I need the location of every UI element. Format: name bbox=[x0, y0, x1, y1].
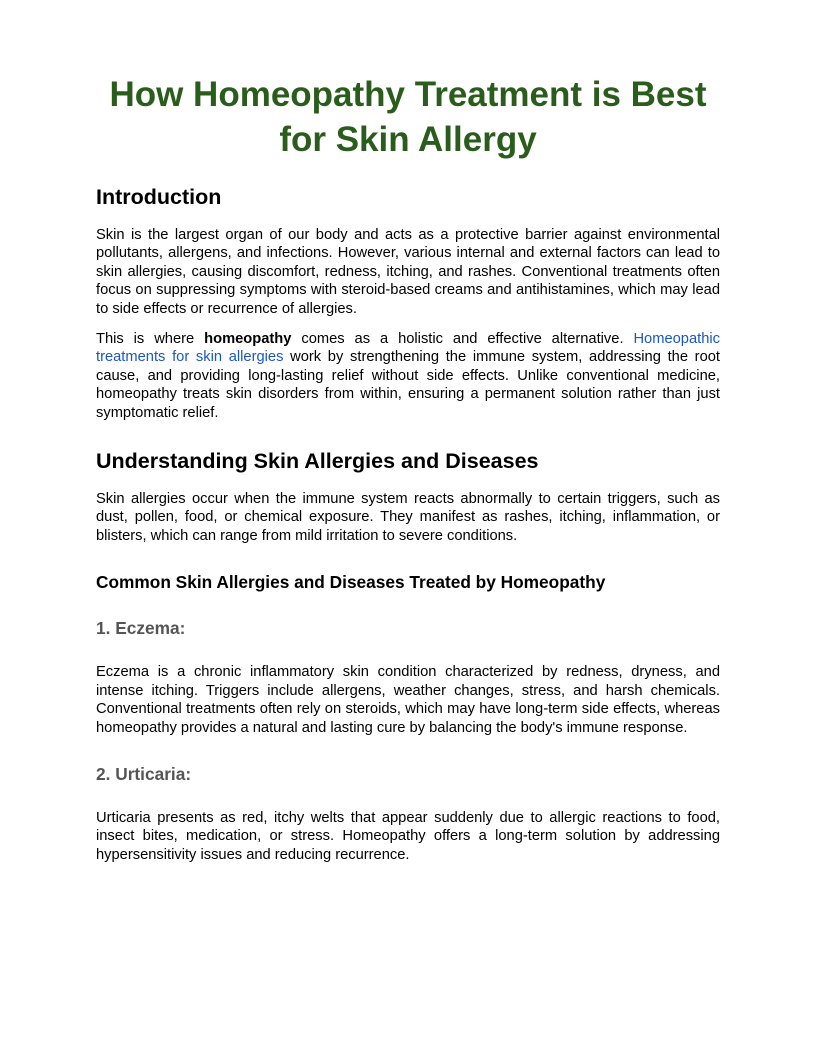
title-line-2: for Skin Allergy bbox=[279, 120, 537, 159]
homeopathic-treatments-link[interactable]: Homeopathic treatments for skin allergies bbox=[96, 331, 720, 366]
common-heading: Common Skin Allergies and Diseases Treated by Homeopathy bbox=[96, 572, 606, 593]
title-line-1: How Homeopathy Treatment is Best bbox=[109, 75, 707, 114]
intro-heading: Introduction bbox=[96, 185, 222, 209]
intro-p2-text-middle: comes as a holistic and effective alternative. bbox=[291, 331, 634, 348]
intro-p2-bold: homeopathy bbox=[204, 331, 292, 348]
eczema-heading: 1. Eczema: bbox=[96, 618, 186, 639]
urticaria-paragraph: Urticaria presents as red, itchy welts that appear suddenly due to allergic reactions to food, insect bites, medication, or stress. Homeopathy offers a long-term solution by addressing hypersensitivity issues and reducing recurrence. bbox=[96, 809, 720, 863]
understanding-heading: Understanding Skin Allergies and Diseases bbox=[96, 449, 539, 474]
intro-paragraph-1: Skin is the largest organ of our body and acts as a protective barrier against environmental pollutants, allergens, and infections. However, various internal and external factors can lead to skin allergies, causing discomfort, redness, itching, and rashes. Conventional treatments often focus on suppressing symptoms with steroid-based creams and antihistamines, which may lead to side effects or recurrence of allergies. bbox=[96, 227, 720, 317]
intro-p2-text-before: This is where bbox=[96, 331, 205, 348]
urticaria-heading: 2. Urticaria: bbox=[96, 763, 192, 784]
page-title bbox=[96, 72, 720, 162]
eczema-paragraph: Eczema is a chronic inflammatory skin condition characterized by redness, dryness, and intense itching. Triggers include allergens, weather changes, stress, and harsh chemicals. Conventional treatments often rely on steroids, which may have long-term side effects, whereas homeopathy provides a natural and lasting cure by balancing the body's immune response. bbox=[96, 664, 720, 736]
intro-p2-text-after: work by strengthening the immune system, addressing the root cause, and providing long-lasting relief without side effects. Unlike conventional medicine, homeopathy treats skin disorders from within, ensuring a permanent solution rather than just symptomatic relief. bbox=[96, 349, 720, 421]
intro-paragraph-2 bbox=[96, 330, 720, 422]
understanding-paragraph: Skin allergies occur when the immune system reacts abnormally to certain triggers, such as dust, pollen, food, or chemical exposure. They manifest as rashes, itching, inflammation, or blisters, which can range from mild irritation to severe conditions. bbox=[96, 491, 720, 544]
